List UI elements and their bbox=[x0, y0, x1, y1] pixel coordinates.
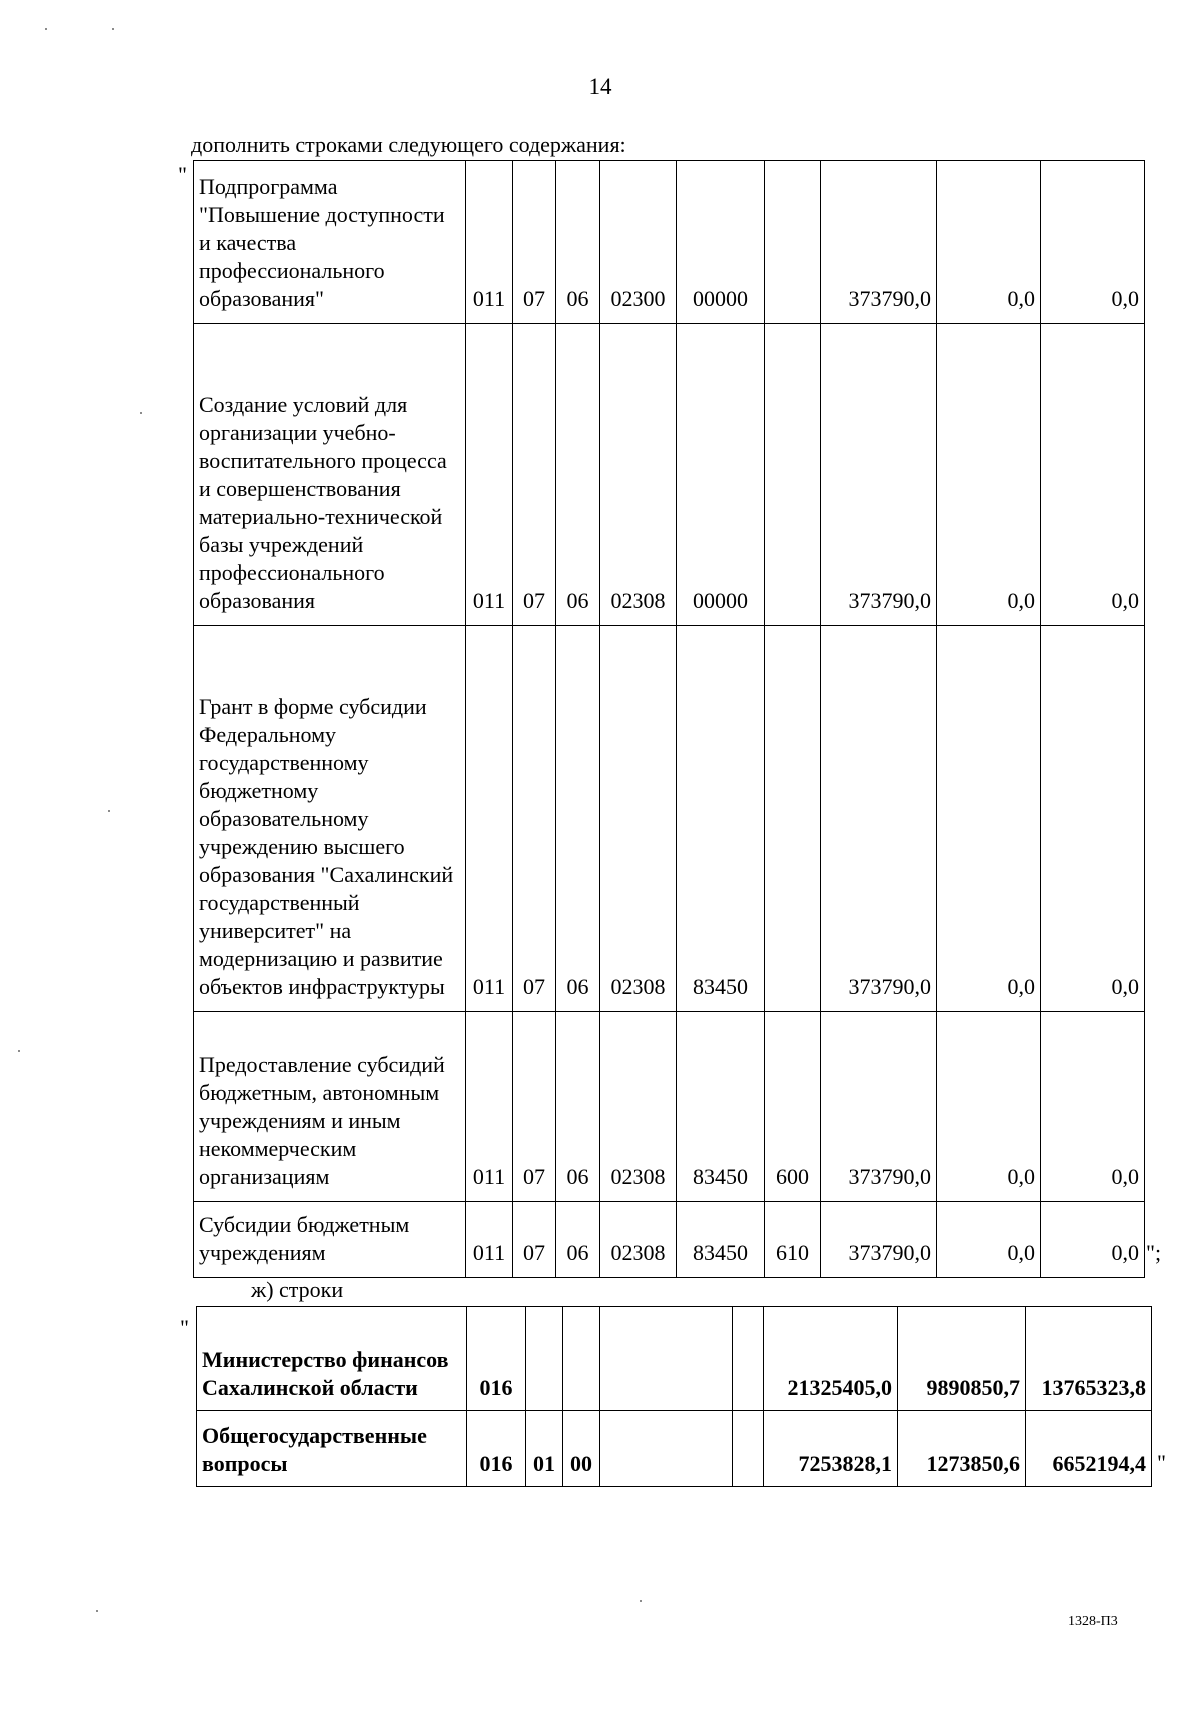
subsection-code-cell bbox=[563, 1307, 600, 1411]
table-row bbox=[194, 1202, 1145, 1278]
subsection-code-cell: 06 bbox=[556, 626, 600, 1012]
ministry-code-cell: 011 bbox=[466, 626, 513, 1012]
subsection-code-cell: 06 bbox=[556, 1202, 600, 1278]
section-code-cell bbox=[526, 1307, 563, 1411]
opening-quote-mark: " bbox=[178, 162, 187, 187]
budget-table-replacements bbox=[196, 1306, 1152, 1487]
amount-year-2-cell: 0,0 bbox=[937, 1202, 1041, 1278]
program-code-cell: 02308 bbox=[600, 324, 677, 626]
row-name-cell: Предоставление субсидий бюджетным, автономным учреждениям и иным некоммерческим организациям bbox=[194, 1012, 466, 1202]
amount-year-3-cell: 6652194,4 bbox=[1026, 1411, 1152, 1487]
section-code-cell: 07 bbox=[513, 1012, 556, 1202]
program-code-cell bbox=[600, 1411, 733, 1487]
section-code-cell: 07 bbox=[513, 1202, 556, 1278]
amount-year-3-cell: 0,0 bbox=[1041, 324, 1145, 626]
section-code-cell: 07 bbox=[513, 626, 556, 1012]
row-name-cell: Грант в форме субсидии Федеральному государственному бюджетному образовательному учреждению высшего образования "Сахалинский государственный университет" на модернизацию и развитие объектов инфраструктуры bbox=[194, 626, 466, 1012]
program-code-cell: 02308 bbox=[600, 1202, 677, 1278]
direction-code-cell: 83450 bbox=[677, 1012, 765, 1202]
amount-year-1-cell: 373790,0 bbox=[821, 626, 937, 1012]
section-code-cell: 07 bbox=[513, 161, 556, 324]
amount-year-3-cell: 0,0 bbox=[1041, 161, 1145, 324]
direction-code-cell: 00000 bbox=[677, 324, 765, 626]
section-code-cell: 07 bbox=[513, 324, 556, 626]
amount-year-2-cell: 0,0 bbox=[937, 324, 1041, 626]
row-name-cell: Министерство финансов Сахалинской области bbox=[197, 1307, 467, 1411]
page-number: 14 bbox=[588, 74, 612, 99]
subsection-code-cell: 06 bbox=[556, 161, 600, 324]
amount-year-2-cell: 9890850,7 bbox=[898, 1307, 1026, 1411]
row-name-cell: Субсидии бюджетным учреждениям bbox=[194, 1202, 466, 1278]
closing-quote-mark: "; bbox=[1146, 1240, 1162, 1265]
ministry-code-cell: 011 bbox=[466, 324, 513, 626]
ministry-code-cell: 011 bbox=[466, 1012, 513, 1202]
table-row bbox=[194, 324, 1145, 626]
document-code: 1328-П3 bbox=[1068, 1614, 1118, 1629]
subsection-code-cell: 00 bbox=[563, 1411, 600, 1487]
expense-type-cell: 600 bbox=[765, 1012, 821, 1202]
budget-table-additions bbox=[193, 160, 1145, 1278]
scan-speck bbox=[18, 1050, 20, 1052]
direction-code-cell: 83450 bbox=[677, 1202, 765, 1278]
amount-year-1-cell: 373790,0 bbox=[821, 324, 937, 626]
scan-speck bbox=[640, 1600, 642, 1602]
amount-year-3-cell: 0,0 bbox=[1041, 1012, 1145, 1202]
table-row bbox=[194, 1012, 1145, 1202]
direction-code-cell: 00000 bbox=[677, 161, 765, 324]
ministry-code-cell: 011 bbox=[466, 1202, 513, 1278]
amount-year-2-cell: 0,0 bbox=[937, 161, 1041, 324]
amount-year-2-cell: 0,0 bbox=[937, 1012, 1041, 1202]
amount-year-3-cell: 0,0 bbox=[1041, 1202, 1145, 1278]
scan-speck bbox=[96, 1610, 98, 1612]
ministry-code-cell: 011 bbox=[466, 161, 513, 324]
subheading: ж) строки bbox=[251, 1277, 344, 1302]
amount-year-3-cell: 13765323,8 bbox=[1026, 1307, 1152, 1411]
program-code-cell: 02300 bbox=[600, 161, 677, 324]
amount-year-2-cell: 0,0 bbox=[937, 626, 1041, 1012]
row-name-cell: Создание условий для организации учебно-воспитательного процесса и совершенствования материально-технической базы учреждений профессионального образования bbox=[194, 324, 466, 626]
direction-code-cell: 83450 bbox=[677, 626, 765, 1012]
scan-speck bbox=[140, 412, 142, 414]
amount-year-1-cell: 7253828,1 bbox=[764, 1411, 898, 1487]
amount-year-1-cell: 373790,0 bbox=[821, 161, 937, 324]
amount-year-1-cell: 373790,0 bbox=[821, 1012, 937, 1202]
amount-year-2-cell: 1273850,6 bbox=[898, 1411, 1026, 1487]
opening-quote-mark: " bbox=[180, 1315, 189, 1340]
expense-type-cell bbox=[765, 626, 821, 1012]
closing-quote-mark: " bbox=[1157, 1450, 1166, 1475]
table-row bbox=[194, 626, 1145, 1012]
intro-text: дополнить строками следующего содержания: bbox=[191, 132, 626, 157]
scan-speck bbox=[45, 28, 47, 30]
scan-speck bbox=[112, 28, 114, 30]
program-code-cell: 02308 bbox=[600, 626, 677, 1012]
table-row bbox=[194, 161, 1145, 324]
table-row bbox=[197, 1307, 1152, 1411]
table-row bbox=[197, 1411, 1152, 1487]
program-code-cell bbox=[600, 1307, 733, 1411]
amount-year-1-cell: 21325405,0 bbox=[764, 1307, 898, 1411]
amount-year-3-cell: 0,0 bbox=[1041, 626, 1145, 1012]
scan-speck bbox=[108, 810, 110, 812]
section-code-cell: 01 bbox=[526, 1411, 563, 1487]
program-code-cell: 02308 bbox=[600, 1012, 677, 1202]
expense-type-cell bbox=[765, 161, 821, 324]
subsection-code-cell: 06 bbox=[556, 324, 600, 626]
row-name-cell: Общегосударственные вопросы bbox=[197, 1411, 467, 1487]
expense-type-cell bbox=[733, 1411, 764, 1487]
row-name-cell: Подпрограмма "Повышение доступности и качества профессионального образования" bbox=[194, 161, 466, 324]
ministry-code-cell: 016 bbox=[467, 1307, 526, 1411]
expense-type-cell bbox=[733, 1307, 764, 1411]
expense-type-cell: 610 bbox=[765, 1202, 821, 1278]
subsection-code-cell: 06 bbox=[556, 1012, 600, 1202]
ministry-code-cell: 016 bbox=[467, 1411, 526, 1487]
amount-year-1-cell: 373790,0 bbox=[821, 1202, 937, 1278]
expense-type-cell bbox=[765, 324, 821, 626]
